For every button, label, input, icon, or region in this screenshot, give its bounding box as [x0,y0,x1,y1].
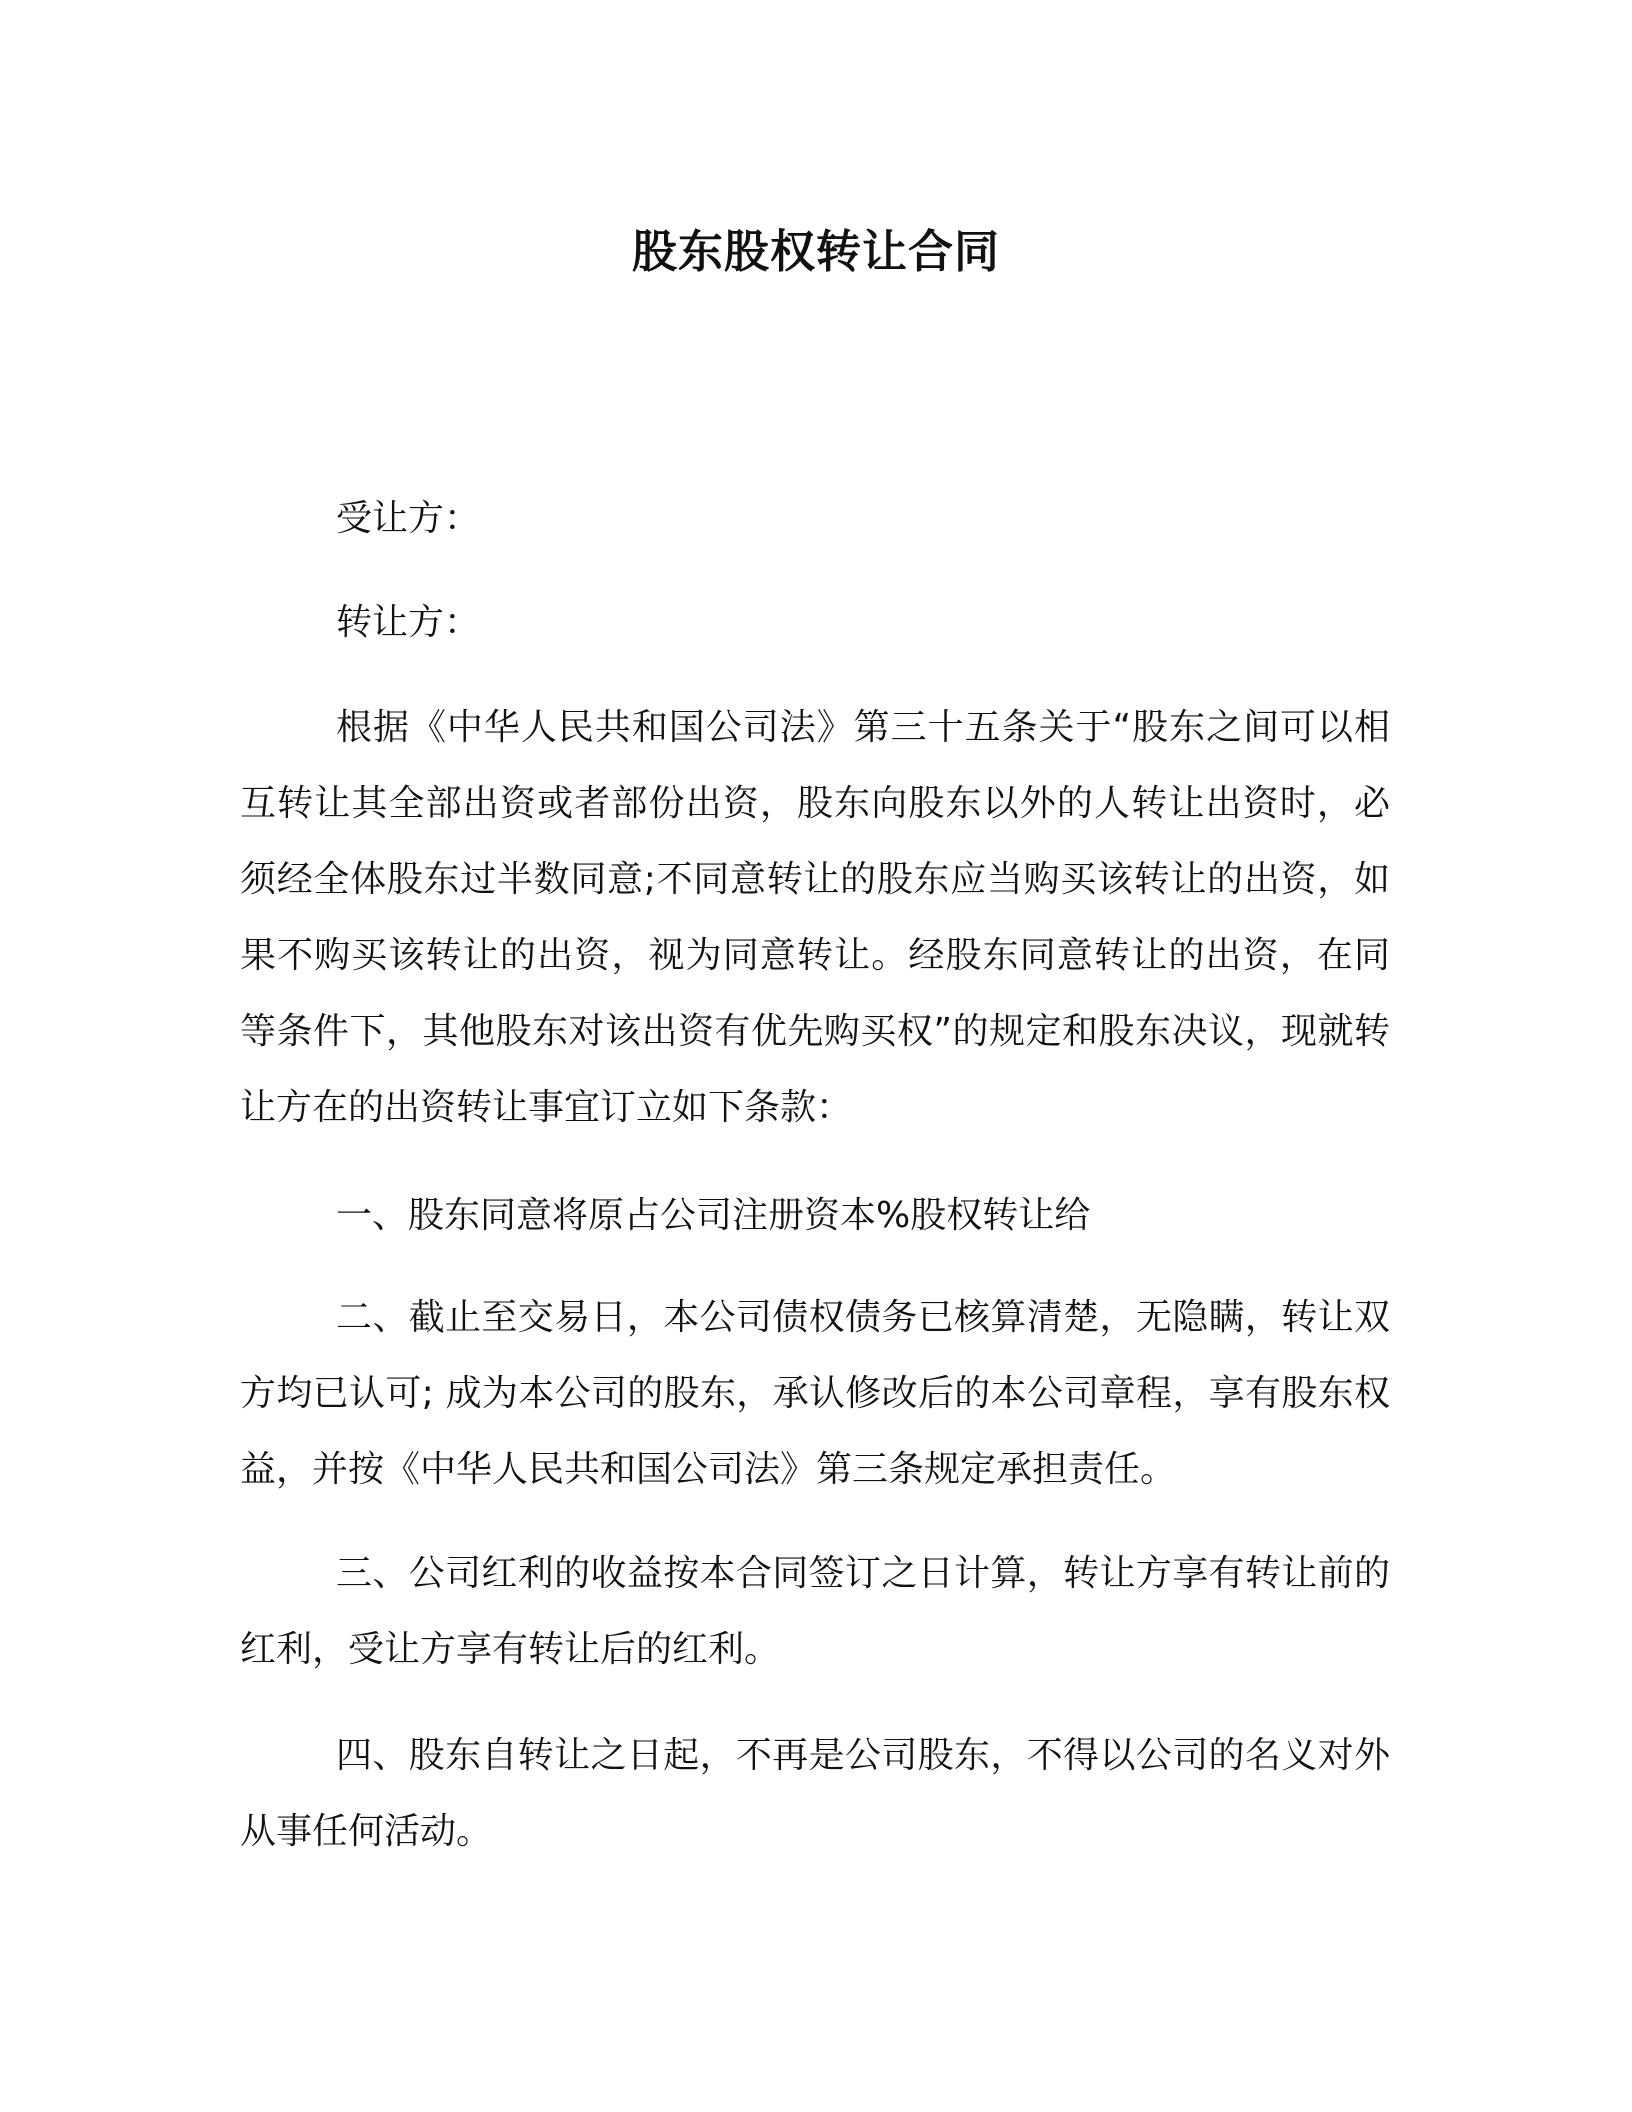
clause-4: 四、股东自转让之日起，不再是公司股东，不得以公司的名义对外从事任何活动。 [240,1735,1390,1852]
document-title: 股东股权转让合同 [631,225,1000,278]
preamble-paragraph: 根据《中华人民共和国公司法》第三十五条关于“股东之间可以相互转让其全部出资或者部份出资，股东向股东以外的人转让出资时，必须经全体股东过半数同意;不同意转让的股东应当购买该转让的出资，如果不购买该转让的出资，视为同意转让。经股东同意转让的出资，在同等条件下，其他股东对该出资有优先购买权”的规定和股东决议，现就转让方在的出资转让事宜订立如下条款： [240,707,1390,1128]
clause-2: 二、截止至交易日，本公司债权债务已核算清楚，无隐瞒，转让双方均已认可; 成为本公司的股东，承认修改后的本公司章程，享有股东权益，并按《中华人民共和国公司法》第三条规定承担责任。 [240,1297,1390,1490]
clause-1: 一、股东同意将原占公司注册资本%股权转让给 [336,1195,1091,1236]
transferee-label: 受让方： [336,498,481,539]
clause-3: 三、公司红利的收益按本合同签订之日计算，转让方享有转让前的红利，受让方享有转让后的红利。 [240,1553,1390,1670]
transferor-label: 转让方： [336,602,481,643]
